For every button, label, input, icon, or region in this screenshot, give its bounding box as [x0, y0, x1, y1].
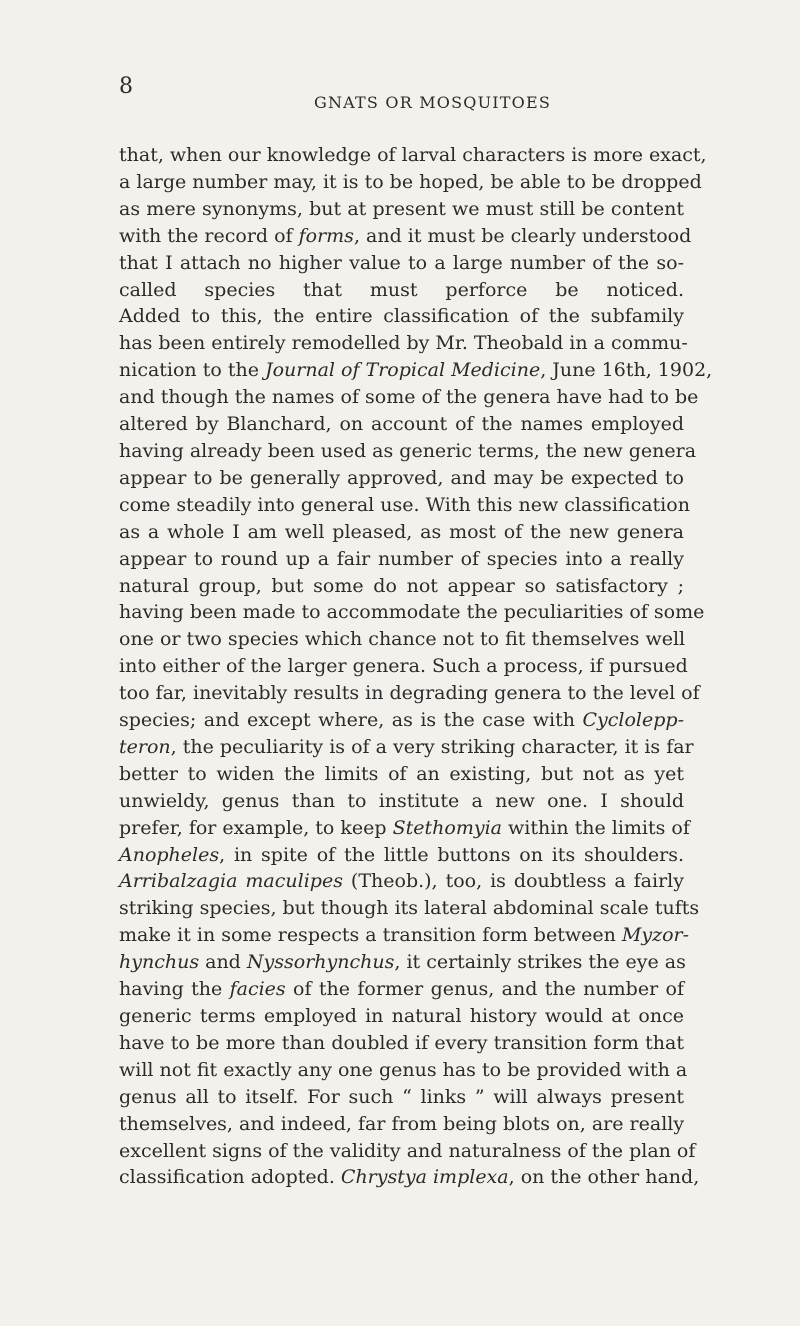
- italic-term: Nyssorhynchus: [246, 951, 395, 974]
- text-segment: come steadily into general use. With this new classification: [119, 493, 690, 516]
- page-number: 8: [119, 74, 133, 99]
- text-segment: nication to the: [119, 359, 265, 382]
- text-segment: species; and except where, as is the case with: [119, 709, 583, 732]
- text-line: [119, 1164, 700, 1191]
- italic-term: forms: [298, 224, 354, 247]
- text-line: [119, 142, 707, 169]
- text-segment: have to be more than doubled if every transition form that: [119, 1031, 684, 1054]
- text-line: [119, 895, 700, 922]
- text-line: [119, 1084, 684, 1111]
- italic-term: hynchus: [119, 951, 200, 974]
- text-segment: one or two species which chance not to fit themselves well: [119, 628, 686, 651]
- text-segment: appear to round up a fair number of species into a really: [119, 547, 684, 570]
- text-line: [119, 868, 684, 895]
- text-segment: as a whole I am well pleased, as most of the new genera: [119, 520, 684, 543]
- text-segment: having been made to accommodate the peculiarities of some: [119, 601, 705, 624]
- text-segment: , it certainly strikes the eye as: [394, 951, 686, 974]
- text-segment: with the record of: [119, 224, 299, 247]
- text-line: [119, 1057, 688, 1084]
- text-line: [119, 573, 684, 600]
- text-line: [119, 492, 690, 519]
- text-line: [119, 788, 684, 815]
- text-segment: , on the other hand,: [508, 1166, 700, 1189]
- text-line: [119, 1030, 684, 1057]
- text-line: [119, 411, 684, 438]
- text-segment: striking species, but though its lateral abdominal scale tufts: [119, 897, 700, 920]
- text-segment: too far, inevitably results in degrading genera to the level of: [119, 682, 700, 705]
- text-line: [119, 653, 688, 680]
- text-line: [119, 277, 684, 304]
- text-segment: that I attach no higher value to a large number of the so-: [119, 251, 684, 274]
- text-segment: , the peculiarity is of a very striking character, it is far: [170, 735, 694, 758]
- text-line: [119, 761, 684, 788]
- italic-term: Stethomyia: [392, 816, 502, 839]
- italic-term: facies: [229, 978, 286, 1001]
- text-segment: Added to this, the entire classification of the subfamily: [119, 305, 684, 328]
- text-line: [119, 465, 684, 492]
- text-line: [119, 330, 688, 357]
- text-segment: into either of the larger genera. Such a process, if pursued: [119, 655, 688, 678]
- text-segment: genus all to itself. For such “ links ” will always present: [119, 1085, 684, 1108]
- text-line: [119, 1138, 696, 1165]
- text-segment: and though the names of some of the genera have had to be: [119, 386, 699, 409]
- text-line: [119, 949, 684, 976]
- text-line: [119, 1111, 684, 1138]
- text-segment: , June 16th, 1902,: [540, 359, 713, 382]
- text-line: [119, 922, 690, 949]
- text-line: [119, 680, 700, 707]
- text-segment: of the former genus, and the number of: [285, 978, 684, 1001]
- italic-term: Myzor-: [621, 924, 690, 947]
- text-line: [119, 842, 684, 869]
- text-line: [119, 519, 684, 546]
- text-segment: and: [199, 951, 247, 974]
- italic-term: teron: [119, 735, 171, 758]
- text-segment: will not fit exactly any one genus has to be provided with a: [119, 1058, 688, 1081]
- body-text: [119, 142, 713, 1191]
- italic-term: Arribalzagia maculipes: [119, 870, 343, 893]
- text-segment: better to widen the limits of an existing, but not as yet: [119, 762, 684, 785]
- text-segment: themselves, and indeed, far from being blots on, are really: [119, 1112, 685, 1135]
- text-line: [119, 546, 684, 573]
- text-segment: prefer, for example, to keep: [119, 816, 393, 839]
- text-line: [119, 303, 684, 330]
- text-segment: having already been used as generic terms, the new genera: [119, 439, 697, 462]
- text-line: [119, 169, 702, 196]
- text-segment: has been entirely remodelled by Mr. Theobald in a commu-: [119, 332, 688, 355]
- text-line: [119, 976, 684, 1003]
- text-segment: classification adopted.: [119, 1166, 341, 1189]
- text-line: [119, 815, 690, 842]
- text-line: [119, 438, 697, 465]
- text-segment: unwieldy, genus than to institute a new one. I should: [119, 789, 684, 812]
- text-line: [119, 599, 705, 626]
- text-segment: natural group, but some do not appear so satisfactory ;: [119, 574, 684, 597]
- text-segment: altered by Blanchard, on account of the names employed: [119, 413, 684, 436]
- text-segment: as mere synonyms, but at present we must still be content: [119, 197, 684, 220]
- text-line: [119, 223, 692, 250]
- text-segment: that, when our knowledge of larval characters is more exact,: [119, 144, 707, 166]
- italic-term: Cyclolepp-: [582, 709, 684, 732]
- text-line: [119, 734, 694, 761]
- text-line: [119, 250, 684, 277]
- text-line: [119, 357, 713, 384]
- text-segment: a large number may, it is to be hoped, be able to be dropped: [119, 170, 702, 193]
- text-segment: generic terms employed in natural history would at once: [119, 1005, 684, 1027]
- text-segment: , and it must be clearly understood: [353, 224, 692, 247]
- text-segment: called species that must perforce be noticed.: [119, 278, 684, 301]
- text-line: [119, 1003, 684, 1030]
- text-segment: (Theob.), too, is doubtless a fairly: [342, 870, 684, 893]
- text-line: [119, 626, 684, 653]
- text-segment: appear to be generally approved, and may be expected to: [119, 466, 684, 489]
- text-segment: having the: [119, 978, 230, 1001]
- text-segment: excellent signs of the validity and naturalness of the plan of: [119, 1139, 696, 1162]
- text-segment: , in spite of the little buttons on its shoulders.: [219, 843, 684, 866]
- text-line: [119, 196, 684, 223]
- text-line: [119, 384, 699, 411]
- italic-term: Anopheles: [119, 843, 220, 866]
- running-head: GNATS OR MOSQUITOES: [314, 93, 552, 112]
- text-segment: make it in some respects a transition form between: [119, 924, 622, 947]
- italic-term: Journal of Tropical Medicine: [264, 359, 541, 382]
- italic-term: Chrystya implexa: [340, 1166, 509, 1189]
- text-line: [119, 707, 684, 734]
- text-segment: within the limits of: [502, 816, 690, 839]
